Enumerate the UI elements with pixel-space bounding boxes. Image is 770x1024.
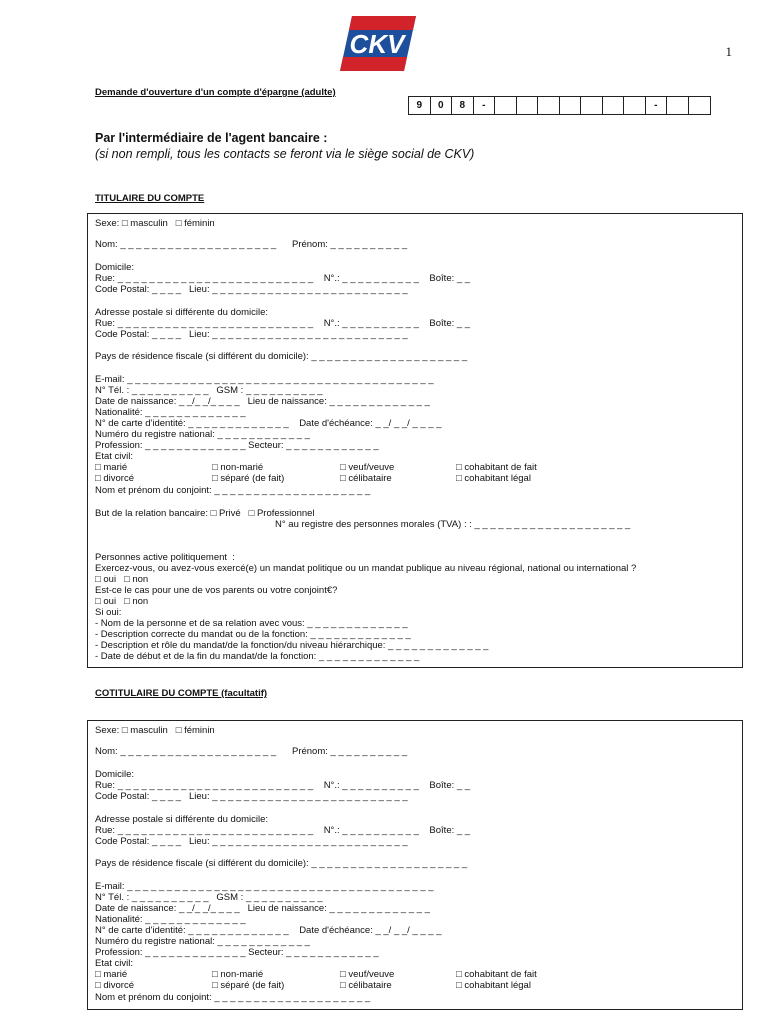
document-title: Demande d'ouverture d'un compte d'épargne (adulte) [95, 87, 336, 98]
civil-option-cohabiting-legal[interactable]: □ cohabitant légal [456, 473, 531, 484]
account-code-cell[interactable]: 9 [409, 97, 431, 114]
banking-purpose-field[interactable]: But de la relation bancaire: □ Privé □ Professionnel [95, 508, 315, 519]
account-code-cell[interactable]: - [474, 97, 496, 114]
phone-field[interactable]: N° Tél. : _ _ _ _ _ _ _ _ _ _ GSM : _ _ _ _ _ _ _ _ _ _ [95, 385, 323, 396]
national-register-field[interactable]: Numéro du registre national: _ _ _ _ _ _ _ _ _ _ _ _ [95, 429, 310, 440]
page-number: 1 [725, 44, 732, 59]
account-code-box[interactable] [408, 96, 711, 115]
co-name-field[interactable]: Nom: _ _ _ _ _ _ _ _ _ _ _ _ _ _ _ _ _ _ _ _ Prénom: _ _ _ _ _ _ _ _ _ _ [95, 746, 408, 757]
postal-address-label: Adresse postale si différente du domicile: [95, 307, 269, 318]
co-spouse-field[interactable]: Nom et prénom du conjoint: _ _ _ _ _ _ _ _ _ _ _ _ _ _ _ _ _ _ _ _ [95, 992, 371, 1003]
co-civil-option-married[interactable]: □ marié [95, 969, 128, 980]
pep-answer-2[interactable]: □ oui □ non [95, 596, 149, 607]
co-id-card-field[interactable]: N° de carte d'identité: _ _ _ _ _ _ _ _ _ _ _ _ _ Date d'échéance: _ _/ _ _/ _ _ _ _ [95, 925, 442, 936]
account-code-cell[interactable] [581, 97, 603, 114]
co-domicile-label: Domicile: [95, 769, 135, 780]
logo-text: CKV [349, 29, 405, 59]
account-code-cell[interactable] [624, 97, 646, 114]
co-postal-postcode-field[interactable]: Code Postal: _ _ _ _ Lieu: _ _ _ _ _ _ _ _ _ _ _ _ _ _ _ _ _ _ _ _ _ _ _ _ _ [95, 836, 408, 847]
co-postal-street-field[interactable]: Rue: _ _ _ _ _ _ _ _ _ _ _ _ _ _ _ _ _ _ _ _ _ _ _ _ _ N°.: _ _ _ _ _ _ _ _ _ _ Boîte: _ _ [95, 825, 471, 836]
id-card-field[interactable]: N° de carte d'identité: _ _ _ _ _ _ _ _ _ _ _ _ _ Date d'échéance: _ _/ _ _/ _ _ _ _ [95, 418, 442, 429]
co-phone-field[interactable]: N° Tél. : _ _ _ _ _ _ _ _ _ _ GSM : _ _ _ _ _ _ _ _ _ _ [95, 892, 323, 903]
co-postal-address-label: Adresse postale si différente du domicile: [95, 814, 269, 825]
birth-field[interactable]: Date de naissance: _ _/_ _/_ _ _ _ Lieu de naissance: _ _ _ _ _ _ _ _ _ _ _ _ _ [95, 396, 430, 407]
street-field[interactable]: Rue: _ _ _ _ _ _ _ _ _ _ _ _ _ _ _ _ _ _ _ _ _ _ _ _ _ N°.: _ _ _ _ _ _ _ _ _ _ Boîte: _ _ [95, 273, 471, 284]
account-code-cell[interactable]: 8 [452, 97, 474, 114]
civil-status-label: Etat civil: [95, 451, 134, 462]
co-civil-option-unmarried[interactable]: □ non-marié [212, 969, 264, 980]
account-code-cell[interactable] [517, 97, 539, 114]
coholder-section-title: COTITULAIRE DU COMPTE (facultatif) [95, 688, 268, 699]
profession-field[interactable]: Profession: _ _ _ _ _ _ _ _ _ _ _ _ _ Secteur: _ _ _ _ _ _ _ _ _ _ _ _ [95, 440, 379, 451]
account-code-cell[interactable] [560, 97, 582, 114]
civil-option-married[interactable]: □ marié [95, 462, 128, 473]
ckv-logo [340, 16, 416, 71]
co-postcode-field[interactable]: Code Postal: _ _ _ _ Lieu: _ _ _ _ _ _ _ _ _ _ _ _ _ _ _ _ _ _ _ _ _ _ _ _ _ [95, 791, 408, 802]
domicile-label: Domicile: [95, 262, 135, 273]
co-civil-option-single[interactable]: □ célibataire [340, 980, 392, 991]
co-civil-option-divorced[interactable]: □ divorcé [95, 980, 135, 991]
co-civil-status-label: Etat civil: [95, 958, 134, 969]
civil-option-single[interactable]: □ célibataire [340, 473, 392, 484]
nationality-field[interactable]: Nationalité: _ _ _ _ _ _ _ _ _ _ _ _ _ [95, 407, 246, 418]
co-civil-option-separated[interactable]: □ séparé (de fait) [212, 980, 285, 991]
account-code-cell[interactable] [538, 97, 560, 114]
co-civil-option-cohabiting-fact[interactable]: □ cohabitant de fait [456, 969, 537, 980]
if-yes-label: Si oui: [95, 607, 122, 618]
civil-option-separated[interactable]: □ séparé (de fait) [212, 473, 285, 484]
pep-answer-1[interactable]: □ oui □ non [95, 574, 149, 585]
co-tax-country-field[interactable]: Pays de résidence fiscale (si différent du domicile): _ _ _ _ _ _ _ _ _ _ _ _ _ _ _ _ _ _ _ _ [95, 858, 468, 869]
intermediary-heading: Par l'intermédiaire de l'agent bancaire : [95, 131, 328, 145]
postal-street-field[interactable]: Rue: _ _ _ _ _ _ _ _ _ _ _ _ _ _ _ _ _ _ _ _ _ _ _ _ _ N°.: _ _ _ _ _ _ _ _ _ _ Boîte: _ _ [95, 318, 471, 329]
pep-detail-person[interactable]: - Nom de la personne et de sa relation avec vous: _ _ _ _ _ _ _ _ _ _ _ _ _ [95, 618, 408, 629]
sex-field[interactable]: Sexe: □ masculin □ féminin [95, 218, 215, 229]
co-birth-field[interactable]: Date de naissance: _ _/_ _/_ _ _ _ Lieu de naissance: _ _ _ _ _ _ _ _ _ _ _ _ _ [95, 903, 430, 914]
account-code-cell[interactable] [689, 97, 711, 114]
name-field[interactable]: Nom: _ _ _ _ _ _ _ _ _ _ _ _ _ _ _ _ _ _ _ _ Prénom: _ _ _ _ _ _ _ _ _ _ [95, 239, 408, 250]
civil-option-widowed[interactable]: □ veuf/veuve [340, 462, 395, 473]
account-code-cell[interactable]: 0 [431, 97, 453, 114]
co-nationality-field[interactable]: Nationalité: _ _ _ _ _ _ _ _ _ _ _ _ _ [95, 914, 246, 925]
tax-country-field[interactable]: Pays de résidence fiscale (si différent du domicile): _ _ _ _ _ _ _ _ _ _ _ _ _ _ _ _ _ _ _ _ [95, 351, 468, 362]
pep-detail-mandate[interactable]: - Description correcte du mandat ou de la fonction: _ _ _ _ _ _ _ _ _ _ _ _ _ [95, 629, 411, 640]
postcode-field[interactable]: Code Postal: _ _ _ _ Lieu: _ _ _ _ _ _ _ _ _ _ _ _ _ _ _ _ _ _ _ _ _ _ _ _ _ [95, 284, 408, 295]
co-email-field[interactable]: E-mail: _ _ _ _ _ _ _ _ _ _ _ _ _ _ _ _ _ _ _ _ _ _ _ _ _ _ _ _ _ _ _ _ _ _ _ _ _ _ _ [95, 881, 434, 892]
co-street-field[interactable]: Rue: _ _ _ _ _ _ _ _ _ _ _ _ _ _ _ _ _ _ _ _ _ _ _ _ _ N°.: _ _ _ _ _ _ _ _ _ _ Boîte: _ _ [95, 780, 471, 791]
pep-detail-dates[interactable]: - Date de début et de la fin du mandat/de la fonction: _ _ _ _ _ _ _ _ _ _ _ _ _ [95, 651, 420, 662]
co-national-register-field[interactable]: Numéro du registre national: _ _ _ _ _ _ _ _ _ _ _ _ [95, 936, 310, 947]
civil-option-divorced[interactable]: □ divorcé [95, 473, 135, 484]
account-code-cell[interactable] [667, 97, 689, 114]
civil-option-cohabiting-fact[interactable]: □ cohabitant de fait [456, 462, 537, 473]
account-code-cell[interactable] [495, 97, 517, 114]
vat-field[interactable]: N° au registre des personnes morales (TVA) : : _ _ _ _ _ _ _ _ _ _ _ _ _ _ _ _ _ _ _ _ [275, 519, 631, 530]
pep-question-1: Exercez-vous, ou avez-vous exercé(e) un mandat politique ou un mandat publique au niveau régional, national ou international ? [95, 563, 637, 574]
co-sex-field[interactable]: Sexe: □ masculin □ féminin [95, 725, 215, 736]
pep-detail-role[interactable]: - Description et rôle du mandat/de la fonction/du niveau hiérarchique: _ _ _ _ _ _ _ _ _ _ _ _ _ [95, 640, 489, 651]
account-code-cell[interactable]: - [646, 97, 668, 114]
co-civil-option-widowed[interactable]: □ veuf/veuve [340, 969, 395, 980]
pep-question-2: Est-ce le cas pour une de vos parents ou votre conjoint€? [95, 585, 338, 596]
email-field[interactable]: E-mail: _ _ _ _ _ _ _ _ _ _ _ _ _ _ _ _ _ _ _ _ _ _ _ _ _ _ _ _ _ _ _ _ _ _ _ _ _ _ _ [95, 374, 434, 385]
postal-postcode-field[interactable]: Code Postal: _ _ _ _ Lieu: _ _ _ _ _ _ _ _ _ _ _ _ _ _ _ _ _ _ _ _ _ _ _ _ _ [95, 329, 408, 340]
co-civil-option-cohabiting-legal[interactable]: □ cohabitant légal [456, 980, 531, 991]
co-profession-field[interactable]: Profession: _ _ _ _ _ _ _ _ _ _ _ _ _ Secteur: _ _ _ _ _ _ _ _ _ _ _ _ [95, 947, 379, 958]
spouse-field[interactable]: Nom et prénom du conjoint: _ _ _ _ _ _ _ _ _ _ _ _ _ _ _ _ _ _ _ _ [95, 485, 371, 496]
civil-option-unmarried[interactable]: □ non-marié [212, 462, 264, 473]
account-code-cell[interactable] [603, 97, 625, 114]
intermediary-note: (si non rempli, tous les contacts se feront via le siège social de CKV) [95, 147, 475, 161]
pep-title: Personnes active politiquement : [95, 552, 235, 563]
holder-section-title: TITULAIRE DU COMPTE [95, 193, 205, 204]
